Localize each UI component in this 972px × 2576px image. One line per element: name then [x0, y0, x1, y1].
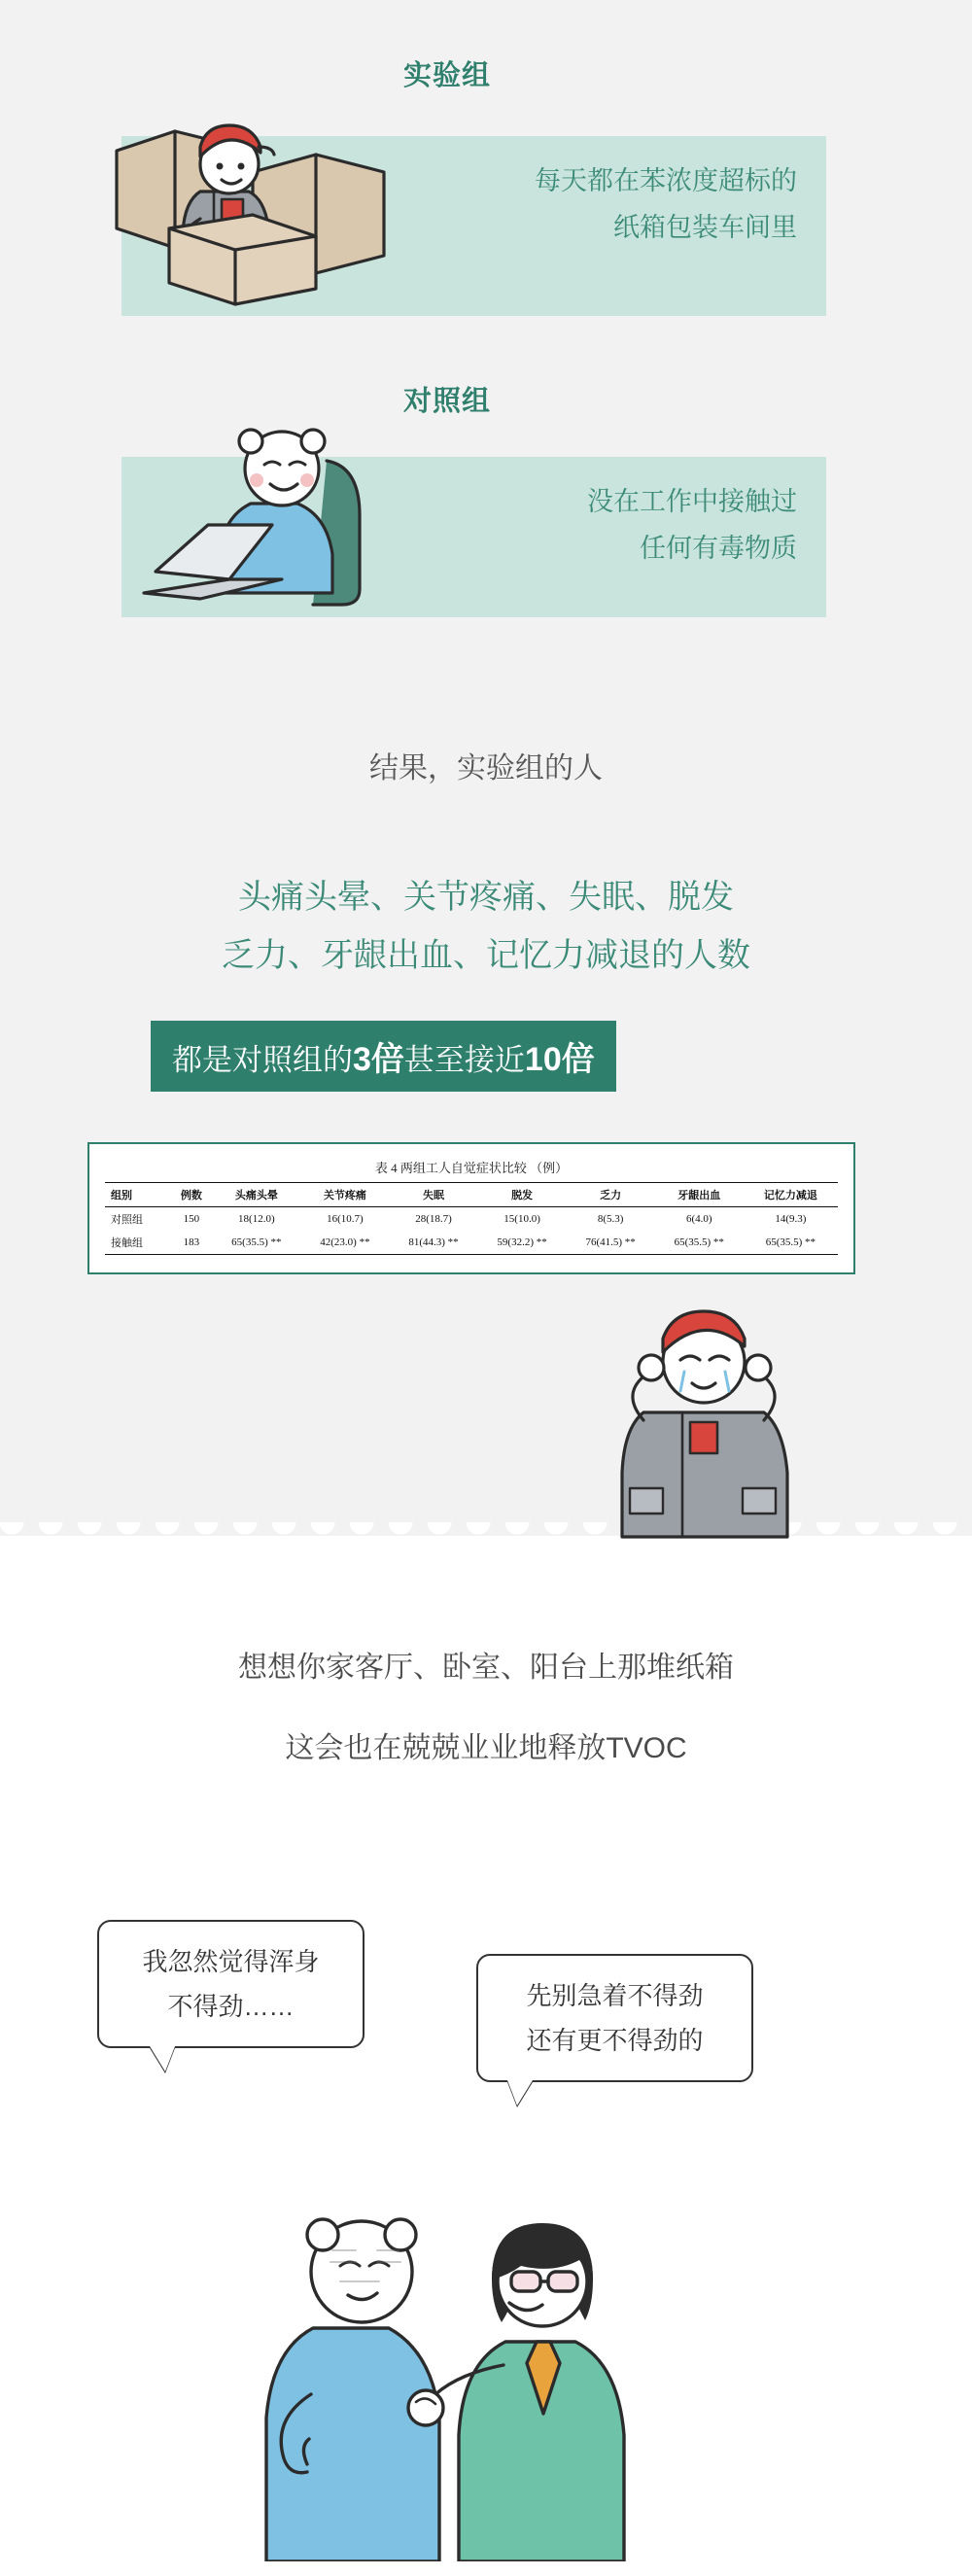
cell: 42(23.0) **	[300, 1231, 389, 1255]
row-group-label: 对照组	[111, 1214, 143, 1226]
cell: 65(35.5) **	[212, 1231, 300, 1255]
cell: 28(18.7)	[415, 1213, 452, 1225]
cell: 18(12.0)	[238, 1213, 275, 1225]
table-col-joint-pain: 关节疼痛	[300, 1183, 389, 1207]
table-col-fatigue: 乏力	[567, 1183, 655, 1207]
speech-bubble-left	[97, 1920, 364, 2048]
symptoms-line-1: 头痛头晕、关节疼痛、失眠、脱发	[238, 879, 734, 916]
speech-bubble-right-line1: 先别急着不得劲	[526, 1981, 704, 2010]
cell: 59(32.2) **	[478, 1231, 567, 1255]
person-feeling-unwell-body	[266, 2328, 439, 2561]
cell: 8(5.3)	[597, 1213, 624, 1225]
bottom-text-line-2: 这会也在兢兢业业地释放TVOC	[285, 1732, 687, 1764]
multiplier-highlight-bar	[151, 1021, 616, 1092]
symptoms-line-2: 乏力、牙龈出血、记忆力减退的人数	[222, 937, 750, 974]
worker-packing-boxes-illustration	[107, 83, 399, 311]
cell: 183	[171, 1231, 213, 1255]
control-group-description-line1: 没在工作中接触过	[587, 487, 797, 516]
cell: 65(35.5) **	[655, 1231, 744, 1255]
bottom-text-line-1: 想想你家客厅、卧室、阳台上那堆纸箱	[238, 1652, 734, 1684]
cell: 14(9.3)	[775, 1213, 807, 1225]
table-header-row	[105, 1183, 838, 1207]
highlight-multiple-1: 3倍	[353, 1041, 404, 1078]
experiment-group-title: 实验组	[403, 60, 492, 91]
table-row	[105, 1231, 838, 1255]
speech-bubble-left-line1: 我忽然觉得浑身	[142, 1947, 320, 1976]
table-row	[105, 1207, 838, 1232]
control-group-title: 对照组	[403, 386, 492, 417]
cell: 6(4.0)	[685, 1213, 712, 1225]
highlight-middle: 甚至接近	[403, 1043, 525, 1077]
speech-bubble-right-tail	[507, 2080, 533, 2106]
highlight-multiple-2: 10倍	[524, 1041, 595, 1078]
table-col-gum-bleeding: 牙龈出血	[655, 1183, 744, 1207]
table-col-group: 组别	[105, 1183, 171, 1207]
symptom-comparison-table-card	[87, 1142, 855, 1274]
table-col-n: 例数	[171, 1183, 213, 1207]
result-intro-text: 结果，实验组的人	[369, 752, 603, 784]
cell: 150	[183, 1213, 200, 1225]
symptom-comparison-table	[105, 1182, 838, 1255]
cell: 65(35.5) **	[744, 1231, 838, 1255]
row-group-label: 接触组	[105, 1231, 171, 1255]
cell: 16(10.7)	[327, 1213, 364, 1225]
experiment-group-description-line1: 每天都在苯浓度超标的	[535, 166, 797, 195]
worker-headache-illustration	[583, 1298, 826, 1541]
control-group-description-line2: 任何有毒物质	[640, 534, 797, 563]
cell: 15(10.0)	[503, 1213, 540, 1225]
speech-bubble-left-tail	[150, 2046, 175, 2071]
highlight-prefix: 都是对照组的	[172, 1043, 353, 1077]
table-col-hair-loss: 脱发	[478, 1183, 567, 1207]
speech-bubble-right-line2: 还有更不得劲的	[526, 2026, 704, 2055]
speech-bubble-right	[476, 1954, 753, 2082]
two-people-illustration	[194, 2134, 739, 2561]
cell: 81(44.3) **	[389, 1231, 477, 1255]
cell: 76(41.5) **	[567, 1231, 655, 1255]
speech-bubble-left-line2: 不得劲……	[167, 1992, 295, 2021]
office-worker-laptop-illustration	[136, 389, 418, 632]
experiment-group-description-line2: 纸箱包装车间里	[613, 213, 797, 242]
table-col-insomnia: 失眠	[389, 1183, 477, 1207]
table-col-memory-loss: 记忆力减退	[744, 1183, 838, 1207]
table-title: 表 4 两组工人自觉症状比较 （例）	[374, 1161, 569, 1175]
table-col-headache: 头痛头晕	[212, 1183, 300, 1207]
